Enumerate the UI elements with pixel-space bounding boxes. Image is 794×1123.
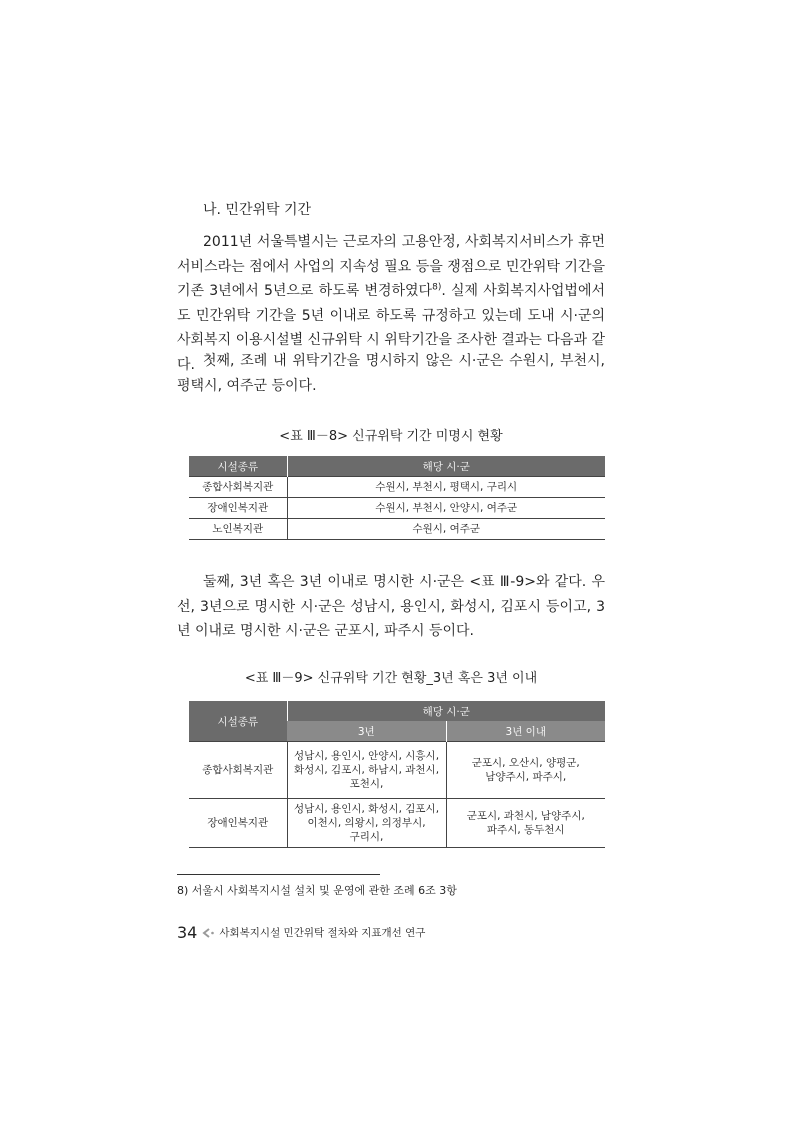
header-cell: 해당 시·군	[287, 456, 605, 477]
table-2	[189, 701, 605, 848]
table-cell	[287, 742, 446, 799]
table-row	[189, 519, 605, 540]
table-cell	[446, 742, 605, 799]
table-cell: 장애인복지관	[189, 498, 287, 519]
table-header-row	[189, 456, 605, 477]
paragraph-1-text-after: . 실제 사회복지사업법에서도 민간위탁 기간을 5년 이내로 하도록 규정하고 있는데 도내 시·군의 사회복지 이용시설별 신규위탁 시 위탁기간을 조사한 결과는 다음과 같다.	[177, 283, 605, 373]
cell-line: 남양주시, 파주시,	[485, 771, 567, 783]
table-row	[189, 799, 605, 848]
cell-line: 파주시, 동두천시	[486, 824, 565, 836]
header-cell: 시설종류	[189, 701, 287, 742]
table-cell	[446, 799, 605, 848]
table-1-caption: <표 Ⅲ－8> 신규위탁 기간 미명시 현황	[279, 429, 503, 444]
paragraph-3: 둘째, 3년 혹은 3년 이내로 명시한 시·군은 <표 Ⅲ-9>와 같다. 우선, 3년으로 명시한 시·군은 성남시, 용인시, 화성시, 김포시 등이고, 3년 이내로 명시한 시·군은 군포시, 파주시 등이다.	[177, 574, 605, 639]
table-row	[189, 477, 605, 498]
table-cell: 장애인복지관	[189, 799, 287, 848]
cell-line: 이천시, 의왕시, 의정부시,	[307, 817, 426, 829]
subheader-cell: 3년 이내	[446, 721, 605, 742]
page-footer	[177, 923, 425, 942]
cell-line: 화성시, 김포시, 하남시, 과천시,	[293, 764, 440, 776]
section-heading: 나. 민간위탁 기간	[203, 202, 312, 218]
header-cell: 해당 시·군	[287, 701, 605, 721]
table-1	[189, 456, 605, 540]
table-cell: 수원시, 부천시, 평택시, 구리시	[287, 477, 605, 498]
paragraph-2: 첫째, 조례 내 위탁기간을 명시하지 않은 시·군은 수원시, 부천시, 평택시, 여주군 등이다.	[177, 353, 605, 394]
footnote-divider	[177, 874, 380, 875]
footnote-mark[interactable]: 8)	[432, 282, 442, 293]
table-cell: 종합사회복지관	[189, 477, 287, 498]
table-cell: 종합사회복지관	[189, 742, 287, 799]
cell-line: 성남시, 용인시, 안양시, 시흥시,	[293, 750, 440, 762]
table-header-row	[189, 701, 605, 721]
subheader-cell: 3년	[287, 721, 446, 742]
table-2-caption: <표 Ⅲ－9> 신규위탁 기간 현황_3년 혹은 3년 이내	[244, 671, 538, 686]
table-cell: 수원시, 부천시, 안양시, 여주군	[287, 498, 605, 519]
header-cell: 시설종류	[189, 456, 287, 477]
table-cell: 수원시, 여주군	[287, 519, 605, 540]
cell-line: 포천시,	[349, 778, 384, 790]
cell-line: 군포시, 과천시, 남양주시,	[466, 810, 585, 822]
chevron-left-icon	[201, 928, 215, 938]
cell-line: 군포시, 오산시, 양평군,	[471, 757, 580, 769]
cell-line: 구리시,	[349, 831, 384, 843]
table-cell: 노인복지관	[189, 519, 287, 540]
running-title: 사회복지시설 민간위탁 절차와 지표개선 연구	[219, 927, 426, 939]
cell-line: 성남시, 용인시, 화성시, 김포시,	[293, 803, 440, 815]
table-row	[189, 742, 605, 799]
page-number: 34	[177, 923, 198, 942]
table-row	[189, 498, 605, 519]
footnote: 8) 서울시 사회복지시설 설치 및 운영에 관한 조례 6조 3항	[177, 884, 457, 897]
paragraph-1-text: 2011년 서울특별시는 근로자의 고용안정, 사회복지서비스가 휴먼서비스라는 점에서 사업의 지속성 필요 등을 쟁점으로 민간위탁 기간을 기존 3년에서 5년으로 하도록 변경하였다	[177, 234, 605, 299]
table-cell	[287, 799, 446, 848]
